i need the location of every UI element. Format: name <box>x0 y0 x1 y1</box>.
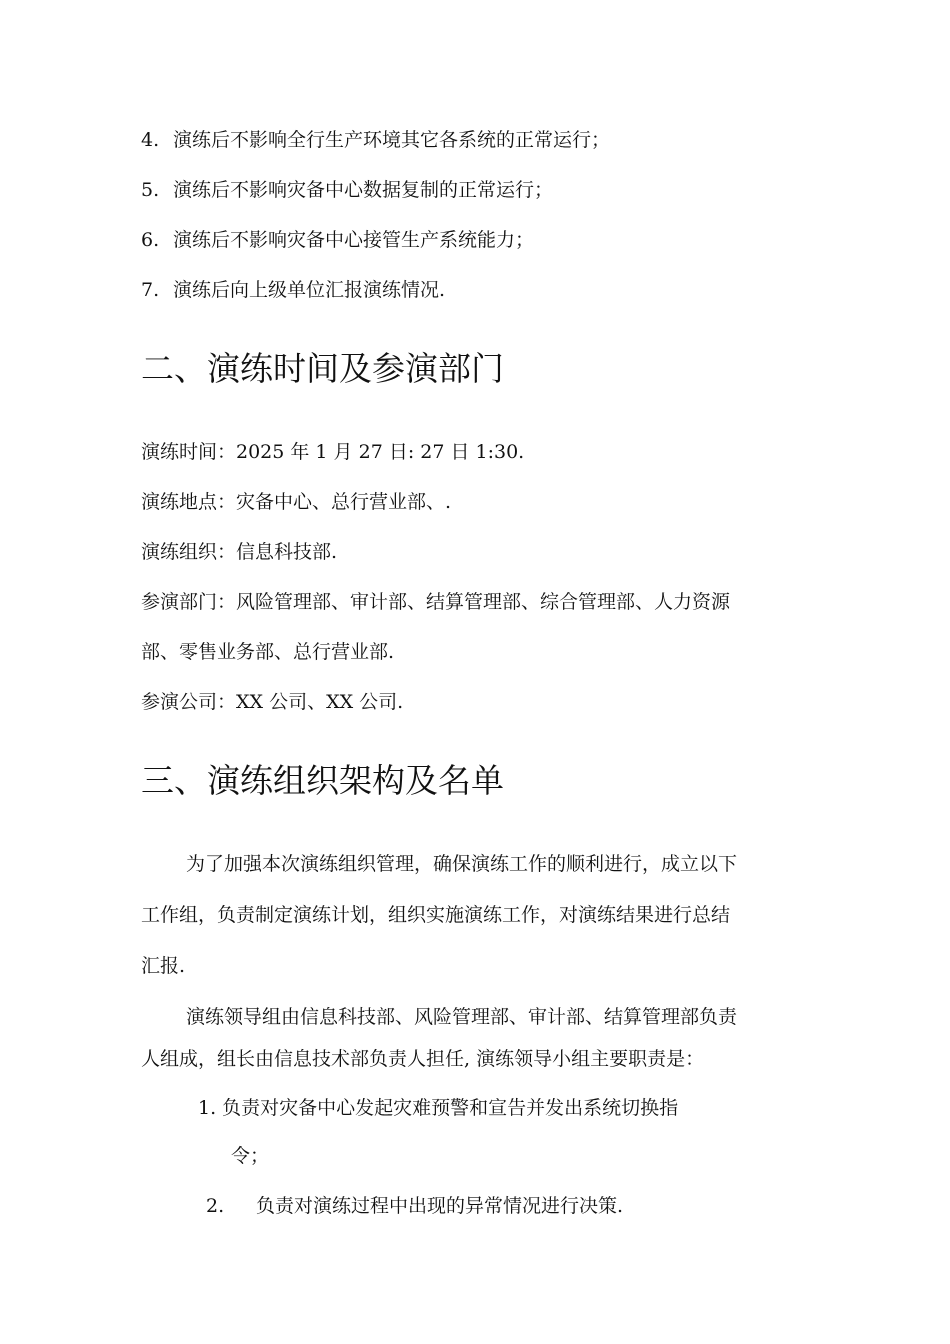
list-item-4 <box>141 128 610 152</box>
list-number: 4. <box>141 129 160 151</box>
list-text: 演练后不影响全行生产环境其它各系统的正常运行； <box>173 129 611 151</box>
drill-companies: 参演公司：XX 公司、XX 公司. <box>141 691 404 713</box>
duty-1-line-1: 1. 负责对灾备中心发起灾难预警和宣告并发出系统切换指 <box>198 1097 679 1119</box>
list-text: 演练后不影响灾备中心接管生产系统能力； <box>173 229 535 251</box>
duty-1-line-2: 令； <box>231 1145 270 1167</box>
drill-location: 演练地点：灾备中心、总行营业部、. <box>141 491 452 513</box>
paragraph-2-line-2: 人组成，组长由信息技术部负责人担任, 演练领导小组主要职责是： <box>141 1048 705 1070</box>
drill-time: 演练时间：2025 年 1 月 27 日: 27 日 1:30. <box>141 441 525 463</box>
section-heading-time-departments: 二、演练时间及参演部门 <box>141 349 504 388</box>
drill-organizer: 演练组织：信息科技部. <box>141 541 338 563</box>
duty-2-number: 2. <box>206 1195 225 1217</box>
paragraph-2-line-1: 演练领导组由信息科技部、风险管理部、审计部、结算管理部负责 <box>186 1006 738 1028</box>
list-item-6 <box>141 228 534 252</box>
list-number: 6. <box>141 229 160 251</box>
list-item-7 <box>141 278 445 302</box>
drill-departments-line1: 参演部门：风险管理部、审计部、结算管理部、综合管理部、人力资源 <box>141 591 731 613</box>
list-text: 演练后向上级单位汇报演练情况. <box>173 279 446 301</box>
paragraph-1-line-2: 工作组，负责制定演练计划，组织实施演练工作，对演练结果进行总结 <box>141 904 731 926</box>
duty-2-text: 负责对演练过程中出现的异常情况进行决策. <box>256 1195 624 1217</box>
list-number: 7. <box>141 279 160 301</box>
list-text: 演练后不影响灾备中心数据复制的正常运行； <box>173 179 554 201</box>
section-heading-organization: 三、演练组织架构及名单 <box>141 761 504 800</box>
paragraph-1-line-3: 汇报. <box>141 955 186 977</box>
paragraph-1-line-1: 为了加强本次演练组织管理，确保演练工作的顺利进行，成立以下 <box>186 853 738 875</box>
drill-departments-line2: 部、零售业务部、总行营业部. <box>141 641 395 663</box>
list-item-5 <box>141 178 553 202</box>
list-number: 5. <box>141 179 160 201</box>
duty-2 <box>206 1194 623 1218</box>
